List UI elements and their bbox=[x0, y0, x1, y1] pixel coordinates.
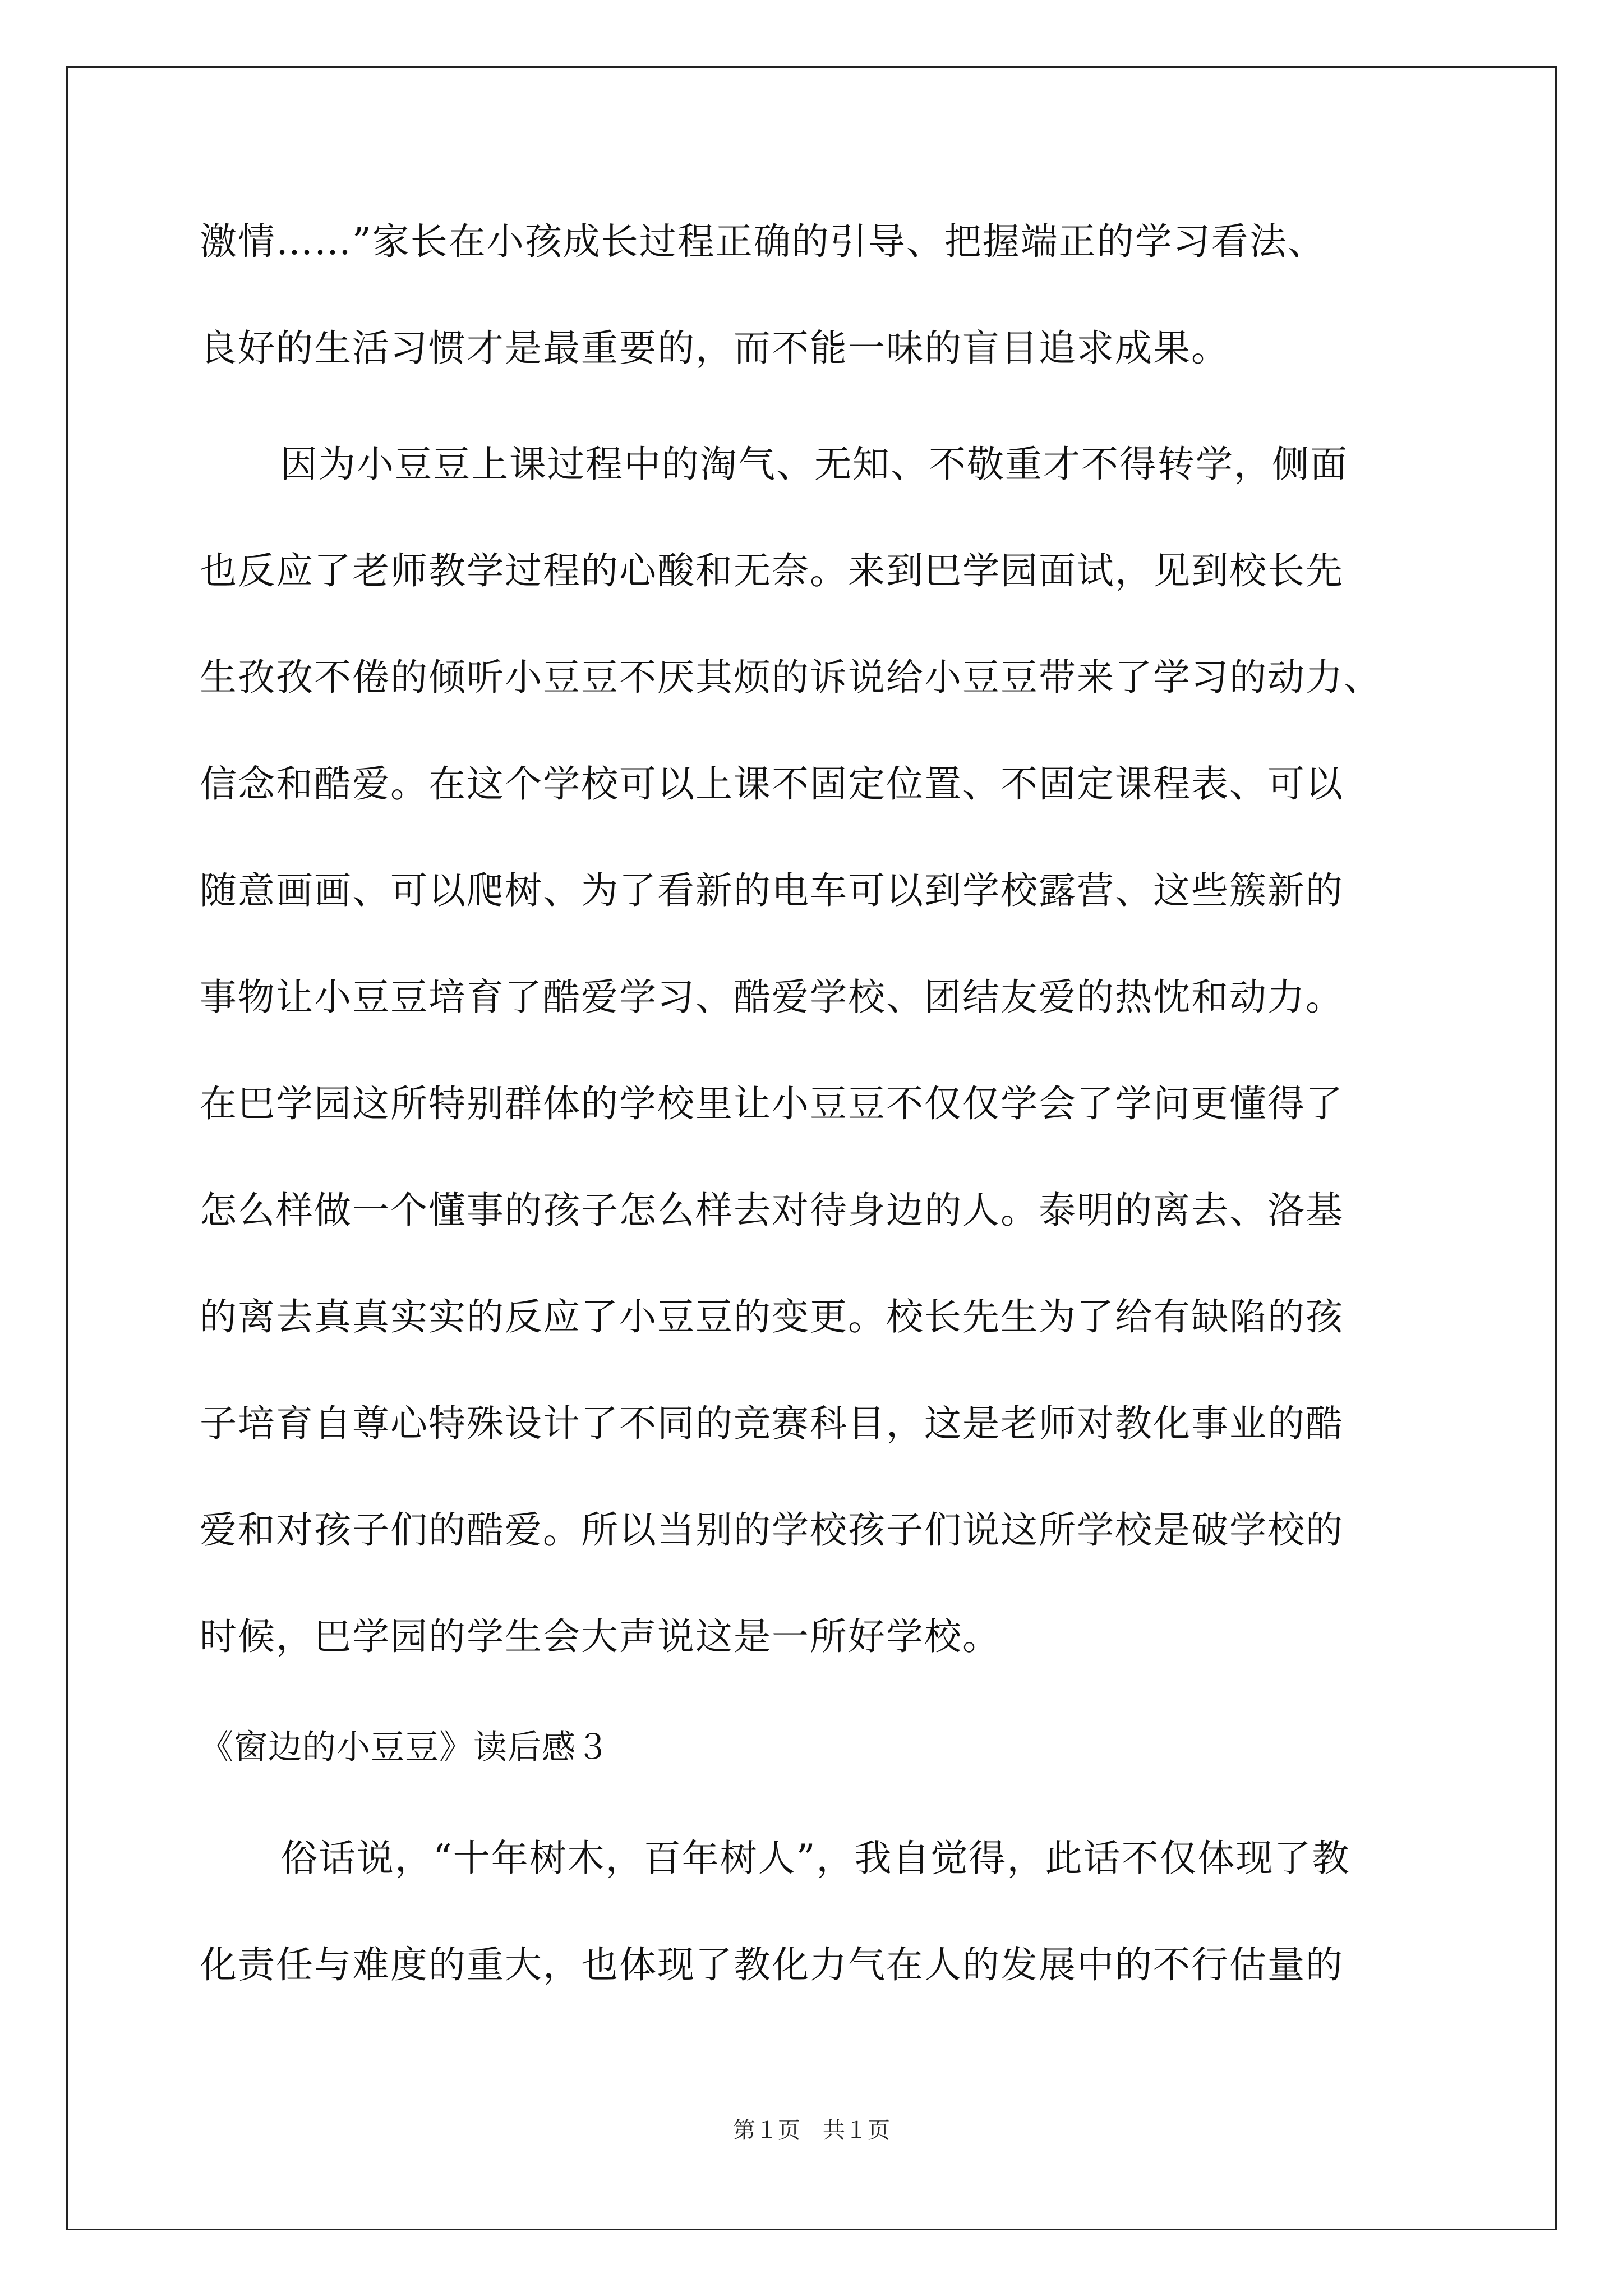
text-line: 激情……”家长在小孩成长过程正确的引导、把握端正的学习看法、 bbox=[200, 220, 1326, 263]
text-line: 化责任与难度的重大，也体现了教化力气在人的发展中的不行估量的 bbox=[200, 1943, 1344, 1986]
page-footer: 第１页 共１页 bbox=[733, 2118, 890, 2143]
text-line: 怎么样做一个懂事的孩子怎么样去对待身边的人。泰明的离去、洛基 bbox=[200, 1189, 1344, 1232]
paragraph-start: 俗话说，“十年树木，百年树人”，我自觉得，此话不仅体现了教 bbox=[280, 1837, 1350, 1880]
text-line: 信念和酷爱。在这个学校可以上课不固定位置、不固定课程表、可以 bbox=[200, 762, 1344, 806]
text-line: 生孜孜不倦的倾听小豆豆不厌其烦的诉说给小豆豆带来了学习的动力、 bbox=[200, 656, 1382, 699]
paragraph-start: 因为小豆豆上课过程中的淘气、无知、不敬重才不得转学，侧面 bbox=[280, 443, 1348, 486]
text-line: 也反应了老师教学过程的心酸和无奈。来到巴学园面试，见到校长先 bbox=[200, 549, 1344, 592]
text-line: 子培育自尊心特殊设计了不同的竞赛科目，这是老师对教化事业的酷 bbox=[200, 1402, 1344, 1445]
text-line: 时候，巴学园的学生会大声说这是一所好学校。 bbox=[200, 1615, 1000, 1658]
text-line: 良好的生活习惯才是最重要的，而不能一味的盲目追求成果。 bbox=[200, 326, 1229, 370]
text-line: 事物让小豆豆培育了酷爱学习、酷爱学校、团结友爱的热忱和动力。 bbox=[200, 976, 1344, 1019]
page-border bbox=[66, 66, 1557, 2230]
text-line: 在巴学园这所特别群体的学校里让小豆豆不仅仅学会了学问更懂得了 bbox=[200, 1082, 1344, 1125]
text-line: 的离去真真实实的反应了小豆豆的变更。校长先生为了给有缺陷的孩 bbox=[200, 1295, 1344, 1338]
section-title: 《窗边的小豆豆》读后感３ bbox=[200, 1728, 610, 1767]
text-line: 爱和对孩子们的酷爱。所以当别的学校孩子们说这所学校是破学校的 bbox=[200, 1508, 1344, 1552]
text-line: 随意画画、可以爬树、为了看新的电车可以到学校露营、这些簇新的 bbox=[200, 869, 1344, 912]
